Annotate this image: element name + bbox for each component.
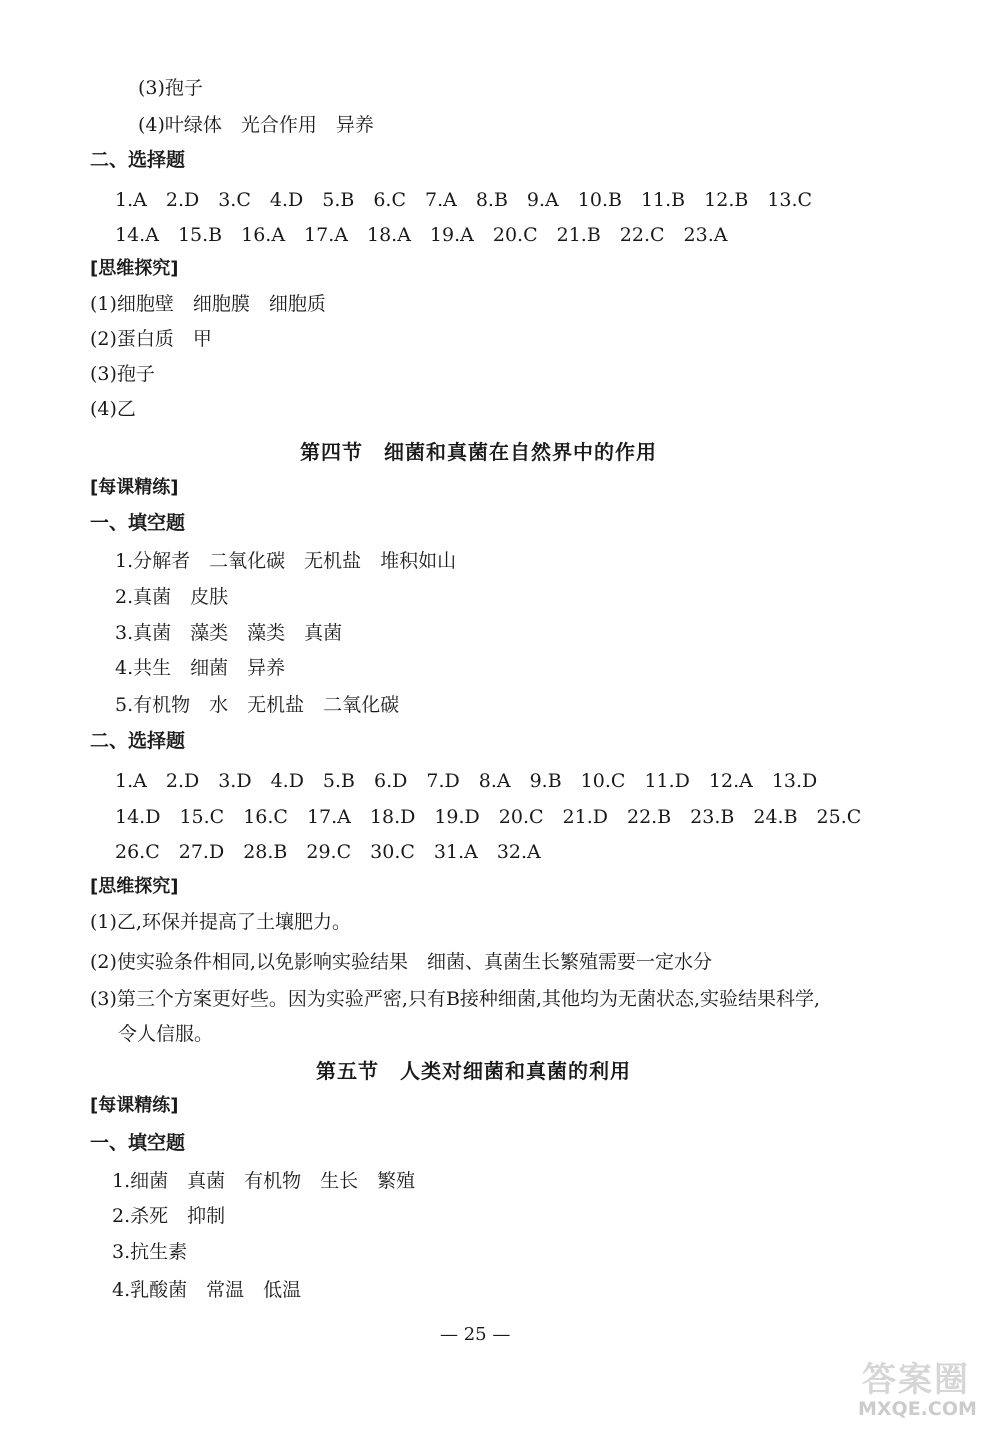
answer-line: 2.杀死 抑制 — [112, 1205, 226, 1227]
page-number: — 25 — — [440, 1324, 511, 1345]
answer-line: (3)孢子 — [90, 363, 155, 385]
answer-line: 1.A 2.D 3.C 4.D 5.B 6.C 7.A 8.B 9.A 10.B 11.B 12.B 13.C — [115, 189, 813, 211]
answer-line: 5.有机物 水 无机盐 二氧化碳 — [115, 694, 400, 716]
section-heading: 一、填空题 — [90, 512, 186, 534]
answer-line: (2)蛋白质 甲 — [90, 328, 212, 350]
answer-line: 2.真菌 皮肤 — [115, 586, 229, 608]
answer-line: 1.A 2.D 3.D 4.D 5.B 6.D 7.D 8.A 9.B 10.C 11.D 12.A 13.D — [115, 770, 818, 792]
answer-line: 1.细菌 真菌 有机物 生长 繁殖 — [112, 1170, 416, 1192]
answer-line: (1)细胞壁 细胞膜 细胞质 — [90, 293, 326, 315]
answer-line: 1.分解者 二氧化碳 无机盐 堆积如山 — [115, 550, 457, 572]
chapter-title: 第五节 人类对细菌和真菌的利用 — [316, 1059, 631, 1083]
section-heading: 二、选择题 — [90, 730, 186, 752]
answer-line: 14.D 15.C 16.C 17.A 18.D 19.D 20.C 21.D 22.B 23.B 24.B 25.C — [115, 806, 862, 828]
answer-line: (4)叶绿体 光合作用 异养 — [138, 114, 374, 136]
watermark-logo — [858, 1352, 988, 1432]
section-heading: 一、填空题 — [90, 1132, 186, 1154]
answer-line: 3.真菌 藻类 藻类 真菌 — [115, 622, 343, 644]
watermark-url: MXQE.COM — [858, 1398, 977, 1420]
answer-line: (3)孢子 — [138, 77, 203, 99]
answer-line: 14.A 15.B 16.A 17.A 18.A 19.A 20.C 21.B 22.C 23.A — [115, 224, 728, 246]
answer-line: (1)乙,环保并提高了土壤肥力。 — [90, 911, 351, 933]
answer-line: 26.C 27.D 28.B 29.C 30.C 31.A 32.A — [115, 841, 541, 863]
answer-line: 4.共生 细菌 异养 — [115, 657, 286, 679]
answer-line: (2)使实验条件相同,以免影响实验结果 细菌、真菌生长繁殖需要一定水分 — [90, 951, 712, 973]
section-heading: [每课精练] — [90, 477, 179, 498]
section-heading: [思维探究] — [90, 258, 179, 279]
answer-line: 3.抗生素 — [112, 1241, 188, 1263]
chapter-title: 第四节 细菌和真菌在自然界中的作用 — [300, 440, 657, 464]
section-heading: [每课精练] — [90, 1095, 179, 1116]
section-heading: 二、选择题 — [90, 149, 186, 171]
answer-line: 令人信服。 — [118, 1023, 214, 1045]
answer-line: (3)第三个方案更好些。因为实验严密,只有B接种细菌,其他均为无菌状态,实验结果科学, — [90, 988, 821, 1010]
answer-line: 4.乳酸菌 常温 低温 — [112, 1279, 302, 1301]
watermark-text: 答案圈 — [862, 1360, 970, 1400]
answer-line: (4)乙 — [90, 398, 136, 420]
section-heading: [思维探究] — [90, 876, 179, 897]
